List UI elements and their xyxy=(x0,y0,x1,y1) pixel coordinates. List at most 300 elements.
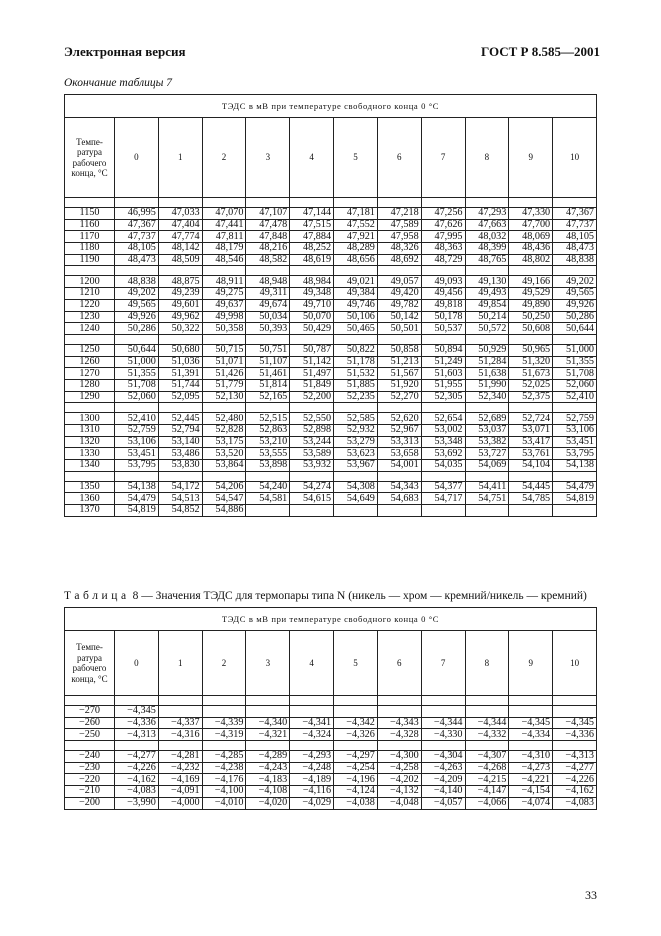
emf-value-cell: 53,002 xyxy=(421,425,465,437)
emf-value-cell: −4,297 xyxy=(334,751,378,763)
column-header: 0 xyxy=(115,118,159,198)
emf-value-cell: 47,700 xyxy=(509,219,553,231)
separator-cell xyxy=(421,741,465,751)
emf-value-cell: 51,142 xyxy=(290,356,334,368)
separator-cell xyxy=(65,266,115,276)
emf-value-cell: 47,070 xyxy=(202,208,246,220)
emf-value-cell: 48,619 xyxy=(290,254,334,266)
emf-value-cell: 50,070 xyxy=(290,311,334,323)
emf-value-cell: −4,215 xyxy=(465,774,509,786)
emf-value-cell: 50,644 xyxy=(553,323,597,335)
table-row xyxy=(65,481,597,493)
emf-value-cell: 52,689 xyxy=(465,413,509,425)
emf-value-cell: 53,795 xyxy=(115,460,159,472)
emf-value-cell: 49,926 xyxy=(115,311,159,323)
emf-value-cell: 53,520 xyxy=(202,448,246,460)
emf-value-cell: 48,582 xyxy=(246,254,290,266)
separator-cell xyxy=(421,696,465,706)
emf-value-cell: 54,649 xyxy=(334,493,378,505)
emf-value-cell: 50,501 xyxy=(377,323,421,335)
emf-value-cell: −4,029 xyxy=(290,797,334,809)
emf-value-cell: 54,581 xyxy=(246,493,290,505)
temperature-cell: 1340 xyxy=(65,460,115,472)
emf-value-cell: 48,546 xyxy=(202,254,246,266)
emf-value-cell: −4,321 xyxy=(246,729,290,741)
table-title-row xyxy=(65,608,597,631)
table-row xyxy=(65,391,597,403)
emf-value-cell: 54,547 xyxy=(202,493,246,505)
separator-cell xyxy=(334,741,378,751)
emf-value-cell: 50,787 xyxy=(290,344,334,356)
emf-value-cell: 52,828 xyxy=(202,425,246,437)
table-row xyxy=(65,425,597,437)
separator-cell xyxy=(202,741,246,751)
emf-value-cell: 52,095 xyxy=(158,391,202,403)
emf-value-cell: 49,275 xyxy=(202,288,246,300)
emf-value-cell: 49,021 xyxy=(334,276,378,288)
emf-value-cell: 51,497 xyxy=(290,368,334,380)
group-separator xyxy=(65,334,597,344)
table-row xyxy=(65,436,597,448)
column-header: 1 xyxy=(158,118,202,198)
separator-cell xyxy=(553,266,597,276)
separator-cell xyxy=(334,334,378,344)
temperature-cell: −220 xyxy=(65,774,115,786)
emf-value-cell xyxy=(421,706,465,718)
emf-value-cell: 51,107 xyxy=(246,356,290,368)
emf-value-cell: 47,958 xyxy=(377,231,421,243)
emf-value-cell: 52,340 xyxy=(465,391,509,403)
emf-value-cell: −4,124 xyxy=(334,786,378,798)
emf-value-cell: −4,268 xyxy=(465,762,509,774)
separator-cell xyxy=(509,266,553,276)
emf-value-cell: −4,345 xyxy=(115,706,159,718)
emf-value-cell: 53,244 xyxy=(290,436,334,448)
emf-value-cell: −4,326 xyxy=(334,729,378,741)
temperature-cell: 1160 xyxy=(65,219,115,231)
emf-value-cell: −4,066 xyxy=(465,797,509,809)
emf-value-cell: 53,555 xyxy=(246,448,290,460)
group-separator xyxy=(65,696,597,706)
emf-value-cell: 52,898 xyxy=(290,425,334,437)
group-separator xyxy=(65,741,597,751)
emf-value-cell: 47,218 xyxy=(377,208,421,220)
table-row xyxy=(65,448,597,460)
emf-value-cell: 47,478 xyxy=(246,219,290,231)
emf-value-cell: 50,680 xyxy=(158,344,202,356)
emf-value-cell: 51,461 xyxy=(246,368,290,380)
emf-value-cell: 51,000 xyxy=(553,344,597,356)
temperature-cell: 1360 xyxy=(65,493,115,505)
emf-value-cell: 47,884 xyxy=(290,231,334,243)
emf-value-cell: 51,071 xyxy=(202,356,246,368)
temperature-cell: 1300 xyxy=(65,413,115,425)
emf-value-cell: 47,256 xyxy=(421,208,465,220)
column-header-row xyxy=(65,631,597,696)
table8-caption-label: Таблица xyxy=(64,590,130,602)
emf-value-cell: 51,532 xyxy=(334,368,378,380)
emf-value-cell: −4,310 xyxy=(509,751,553,763)
temperature-cell: 1200 xyxy=(65,276,115,288)
emf-value-cell: 51,567 xyxy=(377,368,421,380)
emf-value-cell: 52,410 xyxy=(115,413,159,425)
temperature-cell: 1290 xyxy=(65,391,115,403)
emf-value-cell: 49,130 xyxy=(465,276,509,288)
emf-value-cell: −4,083 xyxy=(553,797,597,809)
separator-cell xyxy=(465,198,509,208)
emf-value-cell: −4,289 xyxy=(246,751,290,763)
separator-cell xyxy=(290,696,334,706)
emf-value-cell: 49,818 xyxy=(421,299,465,311)
emf-value-cell: 48,911 xyxy=(202,276,246,288)
separator-cell xyxy=(465,471,509,481)
column-header-row xyxy=(65,118,597,198)
emf-value-cell: 52,724 xyxy=(509,413,553,425)
column-header: 6 xyxy=(377,631,421,696)
separator-cell xyxy=(509,696,553,706)
emf-value-cell: 47,737 xyxy=(553,219,597,231)
emf-value-cell: −4,226 xyxy=(553,774,597,786)
table-row xyxy=(65,706,597,718)
emf-value-cell: −4,048 xyxy=(377,797,421,809)
emf-value-cell: 52,025 xyxy=(509,379,553,391)
emf-value-cell: 52,445 xyxy=(158,413,202,425)
emf-value-cell: 52,759 xyxy=(553,413,597,425)
emf-value-cell xyxy=(377,706,421,718)
emf-value-cell: 49,854 xyxy=(465,299,509,311)
row-header-label: Темпе-ратура рабочего конца, °С xyxy=(65,118,115,198)
emf-value-cell: −4,116 xyxy=(290,786,334,798)
temperature-cell: 1240 xyxy=(65,323,115,335)
separator-cell xyxy=(421,471,465,481)
emf-value-cell xyxy=(246,706,290,718)
table-title: ТЭДС в мВ при температуре свободного конца 0 °С xyxy=(65,608,597,631)
emf-value-cell: 54,206 xyxy=(202,481,246,493)
table-row xyxy=(65,797,597,809)
emf-value-cell: 53,761 xyxy=(509,448,553,460)
table-row xyxy=(65,323,597,335)
emf-value-cell: 54,411 xyxy=(465,481,509,493)
separator-cell xyxy=(246,403,290,413)
table-row xyxy=(65,786,597,798)
emf-value-cell: 52,130 xyxy=(202,391,246,403)
emf-value-cell: 52,480 xyxy=(202,413,246,425)
emf-value-cell: −4,189 xyxy=(290,774,334,786)
emf-value-cell: 51,284 xyxy=(465,356,509,368)
column-header: 10 xyxy=(553,118,597,198)
table-row xyxy=(65,208,597,220)
emf-value-cell: −4,313 xyxy=(553,751,597,763)
separator-cell xyxy=(115,198,159,208)
separator-cell xyxy=(465,741,509,751)
emf-value-cell: 51,885 xyxy=(334,379,378,391)
separator-cell xyxy=(334,471,378,481)
separator-cell xyxy=(553,471,597,481)
emf-value-cell: 51,603 xyxy=(421,368,465,380)
emf-value-cell: −4,307 xyxy=(465,751,509,763)
emf-value-cell: 52,060 xyxy=(553,379,597,391)
emf-value-cell: 50,858 xyxy=(377,344,421,356)
emf-value-cell: 48,032 xyxy=(465,231,509,243)
emf-value-cell: 53,795 xyxy=(553,448,597,460)
emf-value-cell: 47,995 xyxy=(421,231,465,243)
separator-cell xyxy=(65,471,115,481)
emf-value-cell: 48,765 xyxy=(465,254,509,266)
emf-value-cell: 51,213 xyxy=(377,356,421,368)
emf-value-cell: 49,746 xyxy=(334,299,378,311)
emf-value-cell: 52,585 xyxy=(334,413,378,425)
emf-value-cell: 54,377 xyxy=(421,481,465,493)
emf-value-cell: −4,232 xyxy=(158,762,202,774)
emf-value-cell: 52,235 xyxy=(334,391,378,403)
emf-value-cell: 51,355 xyxy=(115,368,159,380)
separator-cell xyxy=(158,741,202,751)
emf-value-cell: −4,183 xyxy=(246,774,290,786)
separator-cell xyxy=(290,403,334,413)
temperature-cell: 1180 xyxy=(65,243,115,255)
separator-cell xyxy=(158,334,202,344)
separator-cell xyxy=(553,403,597,413)
table7-caption: Окончание таблицы 7 xyxy=(64,77,172,89)
separator-cell xyxy=(465,334,509,344)
emf-value-cell: 48,436 xyxy=(509,243,553,255)
emf-value-cell: 53,140 xyxy=(158,436,202,448)
emf-value-cell: 54,035 xyxy=(421,460,465,472)
emf-value-cell: 47,552 xyxy=(334,219,378,231)
emf-value-cell: 53,037 xyxy=(465,425,509,437)
emf-value-cell: 50,751 xyxy=(246,344,290,356)
column-header: 4 xyxy=(290,631,334,696)
separator-cell xyxy=(158,403,202,413)
emf-value-cell: −3,990 xyxy=(115,797,159,809)
emf-value-cell: −4,273 xyxy=(509,762,553,774)
separator-cell xyxy=(465,403,509,413)
group-separator xyxy=(65,266,597,276)
separator-cell xyxy=(334,696,378,706)
column-header: 2 xyxy=(202,631,246,696)
separator-cell xyxy=(509,334,553,344)
emf-value-cell: 51,178 xyxy=(334,356,378,368)
separator-cell xyxy=(246,696,290,706)
emf-value-cell: 51,391 xyxy=(158,368,202,380)
emf-value-cell: 52,932 xyxy=(334,425,378,437)
emf-value-cell: 53,279 xyxy=(334,436,378,448)
separator-cell xyxy=(465,266,509,276)
emf-value-cell: 48,984 xyxy=(290,276,334,288)
table-row xyxy=(65,762,597,774)
group-separator xyxy=(65,471,597,481)
table-row xyxy=(65,751,597,763)
emf-value-cell: 51,355 xyxy=(553,356,597,368)
emf-value-cell: 50,644 xyxy=(115,344,159,356)
temperature-cell: 1150 xyxy=(65,208,115,220)
separator-cell xyxy=(115,741,159,751)
separator-cell xyxy=(290,266,334,276)
separator-cell xyxy=(377,266,421,276)
temperature-cell: −240 xyxy=(65,751,115,763)
temperature-cell: 1170 xyxy=(65,231,115,243)
temperature-cell: 1320 xyxy=(65,436,115,448)
emf-value-cell: 47,293 xyxy=(465,208,509,220)
emf-value-cell: 50,537 xyxy=(421,323,465,335)
emf-value-cell xyxy=(290,706,334,718)
table-row xyxy=(65,368,597,380)
separator-cell xyxy=(509,741,553,751)
separator-cell xyxy=(421,266,465,276)
emf-value-cell: 50,894 xyxy=(421,344,465,356)
emf-value-cell: 52,305 xyxy=(421,391,465,403)
emf-value-cell: 49,166 xyxy=(509,276,553,288)
emf-value-cell: 49,962 xyxy=(158,311,202,323)
separator-cell xyxy=(290,334,334,344)
separator-cell xyxy=(202,696,246,706)
temperature-cell: 1250 xyxy=(65,344,115,356)
page-number: 33 xyxy=(585,888,597,902)
temperature-cell: −210 xyxy=(65,786,115,798)
table-row xyxy=(65,231,597,243)
emf-value-cell: 48,509 xyxy=(158,254,202,266)
emf-value-cell: 52,515 xyxy=(246,413,290,425)
emf-value-cell: 48,142 xyxy=(158,243,202,255)
table-row xyxy=(65,219,597,231)
table-row xyxy=(65,344,597,356)
table-row xyxy=(65,379,597,391)
emf-value-cell: −4,248 xyxy=(290,762,334,774)
emf-value-cell: 54,172 xyxy=(158,481,202,493)
column-header: 3 xyxy=(246,118,290,198)
emf-value-cell: 47,367 xyxy=(115,219,159,231)
separator-cell xyxy=(553,741,597,751)
emf-value-cell: 51,849 xyxy=(290,379,334,391)
emf-value-cell: 49,998 xyxy=(202,311,246,323)
emf-value-cell: 53,967 xyxy=(334,460,378,472)
emf-value-cell: 47,663 xyxy=(465,219,509,231)
emf-value-cell: 49,890 xyxy=(509,299,553,311)
emf-value-cell: 53,106 xyxy=(553,425,597,437)
emf-value-cell: −4,263 xyxy=(421,762,465,774)
emf-value-cell: 49,311 xyxy=(246,288,290,300)
emf-value-cell: 49,926 xyxy=(553,299,597,311)
separator-cell xyxy=(290,741,334,751)
emf-value-cell: −4,074 xyxy=(509,797,553,809)
emf-value-cell: 51,249 xyxy=(421,356,465,368)
separator-cell xyxy=(465,696,509,706)
emf-value-cell: 47,737 xyxy=(115,231,159,243)
emf-value-cell: −4,337 xyxy=(158,717,202,729)
table-title-row xyxy=(65,95,597,118)
temperature-cell: 1270 xyxy=(65,368,115,380)
emf-value-cell: −4,344 xyxy=(421,717,465,729)
emf-value-cell: 51,638 xyxy=(465,368,509,380)
emf-value-cell xyxy=(465,505,509,517)
emf-value-cell: 53,313 xyxy=(377,436,421,448)
separator-cell xyxy=(377,741,421,751)
emf-value-cell: 47,033 xyxy=(158,208,202,220)
column-header: 2 xyxy=(202,118,246,198)
emf-value-cell: −4,300 xyxy=(377,751,421,763)
emf-value-cell: 47,811 xyxy=(202,231,246,243)
emf-value-cell: 52,654 xyxy=(421,413,465,425)
emf-value-cell: 54,615 xyxy=(290,493,334,505)
table-row xyxy=(65,311,597,323)
emf-value-cell: 51,990 xyxy=(465,379,509,391)
emf-value-cell: −4,293 xyxy=(290,751,334,763)
emf-value-cell: 50,142 xyxy=(377,311,421,323)
temperature-cell: 1230 xyxy=(65,311,115,323)
emf-value-cell xyxy=(421,505,465,517)
temperature-cell: 1370 xyxy=(65,505,115,517)
table8 xyxy=(64,607,597,810)
emf-value-cell: −4,336 xyxy=(553,729,597,741)
emf-value-cell: 48,363 xyxy=(421,243,465,255)
emf-value-cell xyxy=(465,706,509,718)
separator-cell xyxy=(65,741,115,751)
emf-value-cell: −4,332 xyxy=(465,729,509,741)
separator-cell xyxy=(553,334,597,344)
emf-value-cell: 50,965 xyxy=(509,344,553,356)
emf-value-cell: 47,330 xyxy=(509,208,553,220)
emf-value-cell: 52,794 xyxy=(158,425,202,437)
table-row xyxy=(65,356,597,368)
emf-value-cell: 54,513 xyxy=(158,493,202,505)
emf-value-cell: −4,281 xyxy=(158,751,202,763)
separator-cell xyxy=(202,334,246,344)
emf-value-cell: 54,308 xyxy=(334,481,378,493)
emf-value-cell: 49,202 xyxy=(553,276,597,288)
emf-value-cell: −4,176 xyxy=(202,774,246,786)
table8-caption-text: 8 — Значения ТЭДС для термопары типа N (никель — хром — кремний/никель — кремний) xyxy=(129,590,587,602)
emf-value-cell: 52,759 xyxy=(115,425,159,437)
emf-value-cell: 53,382 xyxy=(465,436,509,448)
emf-value-cell: 52,270 xyxy=(377,391,421,403)
column-header: 7 xyxy=(421,118,465,198)
table-row xyxy=(65,276,597,288)
emf-value-cell: −4,277 xyxy=(553,762,597,774)
separator-cell xyxy=(246,471,290,481)
column-header: 7 xyxy=(421,631,465,696)
table-row xyxy=(65,299,597,311)
emf-value-cell: 47,626 xyxy=(421,219,465,231)
emf-value-cell: 49,674 xyxy=(246,299,290,311)
emf-value-cell: 51,955 xyxy=(421,379,465,391)
emf-value-cell: 52,863 xyxy=(246,425,290,437)
emf-value-cell: 54,138 xyxy=(553,460,597,472)
emf-value-cell: −4,057 xyxy=(421,797,465,809)
header-standard-number: ГОСТ Р 8.585—2001 xyxy=(481,44,600,59)
emf-value-cell: −4,162 xyxy=(553,786,597,798)
emf-value-cell: 50,178 xyxy=(421,311,465,323)
emf-value-cell xyxy=(246,505,290,517)
emf-value-cell xyxy=(158,706,202,718)
emf-value-cell: −4,147 xyxy=(465,786,509,798)
table-row xyxy=(65,774,597,786)
emf-value-cell: 50,429 xyxy=(290,323,334,335)
separator-cell xyxy=(202,403,246,413)
column-header: 10 xyxy=(553,631,597,696)
separator-cell xyxy=(377,403,421,413)
emf-value-cell: −4,226 xyxy=(115,762,159,774)
emf-value-cell: 53,692 xyxy=(421,448,465,460)
emf-value-cell: 48,838 xyxy=(115,276,159,288)
emf-value-cell: 52,060 xyxy=(115,391,159,403)
table-row xyxy=(65,413,597,425)
separator-cell xyxy=(334,266,378,276)
temperature-cell: 1280 xyxy=(65,379,115,391)
separator-cell xyxy=(202,471,246,481)
temperature-cell: 1260 xyxy=(65,356,115,368)
emf-value-cell: −4,202 xyxy=(377,774,421,786)
separator-cell xyxy=(202,198,246,208)
